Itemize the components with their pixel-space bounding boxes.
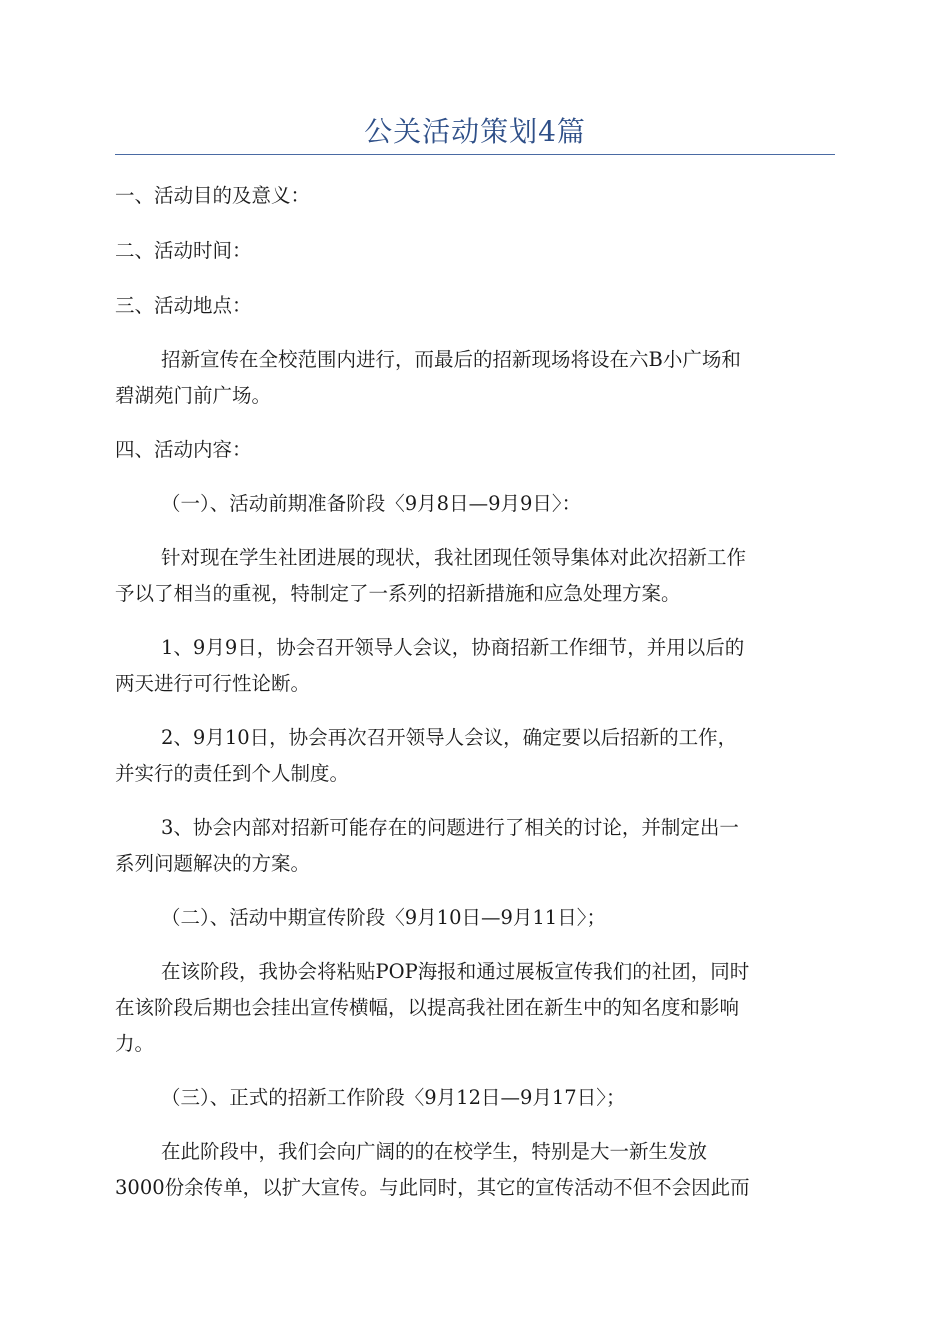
text-line: 2、9月10日，协会再次召开领导人会议，确定要以后招新的工作， — [161, 726, 738, 749]
text-line: 在该阶段后期也会挂出宣传横幅，以提高我社团在新生中的知名度和影响 — [115, 996, 740, 1019]
text-line: 在该阶段，我协会将粘贴POP海报和通过展板宣传我们的社团，同时 — [161, 960, 750, 983]
text-line: 四、活动内容： — [115, 438, 252, 461]
text-line: 招新宣传在全校范围内进行，而最后的招新现场将设在六B小广场和 — [161, 348, 741, 371]
text-line: 并实行的责任到个人制度。 — [115, 762, 350, 785]
paragraph-location — [115, 342, 837, 414]
list-item-3 — [115, 810, 837, 882]
heading-content — [115, 432, 837, 468]
title-underline — [115, 154, 835, 155]
subheading-phase-1 — [115, 486, 837, 522]
text-line: 碧湖苑门前广场。 — [115, 384, 272, 407]
list-item-1 — [115, 630, 837, 702]
text-line: 针对现在学生社团进展的现状，我社团现任领导集体对此次招新工作 — [161, 546, 747, 569]
text-line: 一、活动目的及意义： — [115, 184, 311, 207]
subheading-phase-3 — [115, 1080, 837, 1116]
text-line: 3、协会内部对招新可能存在的问题进行了相关的讨论，并制定出一 — [161, 816, 739, 839]
subheading-phase-2 — [115, 900, 837, 936]
text-line: 系列问题解决的方案。 — [115, 852, 311, 875]
text-line: 两天进行可行性论断。 — [115, 672, 311, 695]
paragraph-phase-1 — [115, 540, 837, 612]
heading-location — [115, 288, 837, 324]
text-line: 二、活动时间： — [115, 239, 252, 262]
text-line: （二）、活动中期宣传阶段〈9月10日—9月11日〉； — [161, 906, 606, 929]
document-body — [115, 178, 837, 1206]
text-line: 3000份余传单，以扩大宣传。与此同时，其它的宣传活动不但不会因此而 — [115, 1176, 750, 1199]
paragraph-phase-2 — [115, 954, 837, 1062]
document-title: 公关活动策划4篇 — [364, 115, 586, 148]
text-line: 1、9月9日，协会召开领导人会议，协商招新工作细节，并用以后的 — [161, 636, 745, 659]
text-line: 在此阶段中，我们会向广阔的的在校学生，特别是大一新生发放 — [161, 1140, 708, 1163]
heading-time — [115, 233, 837, 269]
text-line: 力。 — [115, 1032, 155, 1055]
text-line: 予以了相当的重视，特制定了一系列的招新措施和应急处理方案。 — [115, 582, 681, 605]
paragraph-phase-3 — [115, 1134, 837, 1206]
text-line: （三）、正式的招新工作阶段〈9月12日—9月17日〉； — [161, 1086, 626, 1109]
text-line: 三、活动地点： — [115, 294, 252, 317]
list-item-2 — [115, 720, 837, 792]
heading-purpose — [115, 178, 837, 214]
text-line: （一）、活动前期准备阶段〈9月8日—9月9日〉： — [161, 492, 582, 515]
